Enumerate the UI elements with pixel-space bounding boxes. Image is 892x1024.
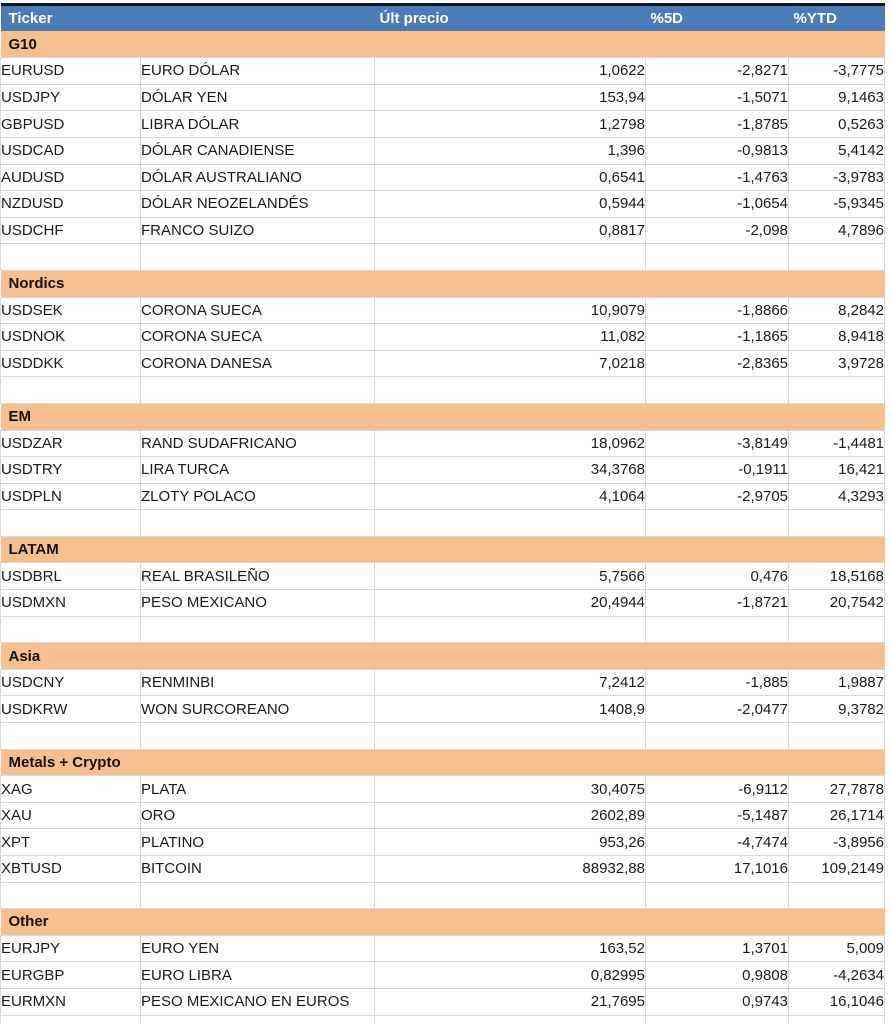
pct-5d-cell: -1,1865 [646, 324, 789, 351]
pct-5d-cell: -2,8365 [646, 350, 789, 377]
empty-cell [141, 377, 375, 404]
name-cell: WON SURCOREANO [141, 696, 375, 723]
pct-5d-cell: -2,9705 [646, 483, 789, 510]
spacer-row [1, 723, 885, 750]
empty-cell [789, 882, 885, 909]
name-cell: ZLOTY POLACO [141, 483, 375, 510]
section-label: Asia [1, 643, 885, 670]
empty-cell [141, 244, 375, 271]
section-label: Nordics [1, 270, 885, 297]
last-price-cell: 1,0622 [375, 58, 646, 85]
empty-cell [1, 882, 141, 909]
last-price-cell: 0,6541 [375, 164, 646, 191]
ticker-cell: XAU [1, 802, 141, 829]
section-row-asia [1, 643, 885, 670]
ticker-cell: USDKRW [1, 696, 141, 723]
last-price-cell: 20,4944 [375, 590, 646, 617]
empty-cell [375, 244, 646, 271]
section-row-em [1, 403, 885, 430]
name-cell: EURO LIBRA [141, 962, 375, 989]
empty-cell [646, 377, 789, 404]
ticker-cell: USDCAD [1, 137, 141, 164]
empty-cell [789, 616, 885, 643]
empty-cell [646, 882, 789, 909]
name-cell: REAL BRASILEÑO [141, 563, 375, 590]
name-cell: PESO MEXICANO [141, 590, 375, 617]
pct-ytd-cell: 0,5263 [789, 111, 885, 138]
empty-cell [646, 723, 789, 750]
ticker-cell: GBPUSD [1, 111, 141, 138]
pct-ytd-cell: 8,9418 [789, 324, 885, 351]
empty-cell [375, 882, 646, 909]
table-row [1, 829, 885, 856]
spacer-row [1, 882, 885, 909]
ticker-cell: XBTUSD [1, 856, 141, 883]
pct-5d-cell: 1,3701 [646, 935, 789, 962]
section-row-nordics [1, 270, 885, 297]
empty-cell [789, 723, 885, 750]
empty-cell [789, 1015, 885, 1024]
empty-cell [646, 1015, 789, 1024]
name-cell: PLATA [141, 776, 375, 803]
empty-cell [141, 510, 375, 537]
empty-cell [375, 1015, 646, 1024]
table-row [1, 457, 885, 484]
table-row [1, 669, 885, 696]
pct-ytd-cell: 5,009 [789, 935, 885, 962]
name-cell: DÓLAR AUSTRALIANO [141, 164, 375, 191]
table-row [1, 962, 885, 989]
pct-5d-cell: -1,5071 [646, 84, 789, 111]
pct-5d-cell: -5,1487 [646, 802, 789, 829]
ticker-cell: EURMXN [1, 988, 141, 1015]
empty-cell [646, 616, 789, 643]
last-price-cell: 10,9079 [375, 297, 646, 324]
table-body [1, 31, 885, 1024]
empty-cell [1, 244, 141, 271]
section-row-other [1, 909, 885, 936]
last-price-cell: 1408,9 [375, 696, 646, 723]
name-cell: BITCOIN [141, 856, 375, 883]
pct-ytd-cell: 18,5168 [789, 563, 885, 590]
name-cell: FRANCO SUIZO [141, 217, 375, 244]
ticker-cell: USDBRL [1, 563, 141, 590]
header-pct-5d: %5D [646, 5, 789, 32]
last-price-cell: 1,2798 [375, 111, 646, 138]
pct-5d-cell: -0,1911 [646, 457, 789, 484]
table-row [1, 217, 885, 244]
empty-cell [141, 616, 375, 643]
pct-ytd-cell: 8,2842 [789, 297, 885, 324]
table-row [1, 350, 885, 377]
header-last-price: Últ precio [375, 5, 646, 32]
ticker-cell: USDZAR [1, 430, 141, 457]
table-row [1, 137, 885, 164]
section-label: Metals + Crypto [1, 749, 885, 776]
empty-cell [646, 510, 789, 537]
section-label: LATAM [1, 536, 885, 563]
ticker-cell: EURJPY [1, 935, 141, 962]
header-pct-ytd: %YTD [789, 5, 885, 32]
name-cell: RENMINBI [141, 669, 375, 696]
pct-5d-cell: -4,7474 [646, 829, 789, 856]
pct-ytd-cell: -1,4481 [789, 430, 885, 457]
fx-price-table [0, 3, 885, 1024]
name-cell: LIBRA DÓLAR [141, 111, 375, 138]
last-price-cell: 11,082 [375, 324, 646, 351]
last-price-cell: 0,82995 [375, 962, 646, 989]
pct-ytd-cell: 4,3293 [789, 483, 885, 510]
ticker-cell: USDCHF [1, 217, 141, 244]
pct-ytd-cell: 5,4142 [789, 137, 885, 164]
ticker-cell: USDDKK [1, 350, 141, 377]
table-row [1, 988, 885, 1015]
pct-5d-cell: -3,8149 [646, 430, 789, 457]
name-cell: DÓLAR YEN [141, 84, 375, 111]
pct-5d-cell: -2,8271 [646, 58, 789, 85]
section-label: G10 [1, 31, 885, 58]
ticker-cell: USDCNY [1, 669, 141, 696]
table-row [1, 483, 885, 510]
empty-cell [789, 377, 885, 404]
ticker-cell: USDJPY [1, 84, 141, 111]
pct-ytd-cell: 20,7542 [789, 590, 885, 617]
empty-cell [141, 882, 375, 909]
pct-ytd-cell: 16,1046 [789, 988, 885, 1015]
name-cell: EURO DÓLAR [141, 58, 375, 85]
table-row [1, 776, 885, 803]
ticker-cell: USDMXN [1, 590, 141, 617]
pct-5d-cell: 0,476 [646, 563, 789, 590]
pct-5d-cell: -1,0654 [646, 191, 789, 218]
pct-ytd-cell: 27,7878 [789, 776, 885, 803]
name-cell: PESO MEXICANO EN EUROS [141, 988, 375, 1015]
table-header-row [1, 5, 885, 32]
pct-5d-cell: 0,9808 [646, 962, 789, 989]
empty-cell [1, 616, 141, 643]
spacer-row [1, 1015, 885, 1024]
table-row [1, 590, 885, 617]
pct-ytd-cell: -3,9783 [789, 164, 885, 191]
name-cell: DÓLAR CANADIENSE [141, 137, 375, 164]
table-row [1, 935, 885, 962]
ticker-cell: USDSEK [1, 297, 141, 324]
table-row [1, 324, 885, 351]
last-price-cell: 0,5944 [375, 191, 646, 218]
last-price-cell: 163,52 [375, 935, 646, 962]
pct-5d-cell: 0,9743 [646, 988, 789, 1015]
pct-5d-cell: -6,9112 [646, 776, 789, 803]
pct-5d-cell: -1,8721 [646, 590, 789, 617]
pct-ytd-cell: 1,9887 [789, 669, 885, 696]
pct-5d-cell: 17,1016 [646, 856, 789, 883]
empty-cell [789, 244, 885, 271]
table-row [1, 111, 885, 138]
pct-ytd-cell: 9,1463 [789, 84, 885, 111]
empty-cell [141, 1015, 375, 1024]
table-row [1, 802, 885, 829]
pct-ytd-cell: 109,2149 [789, 856, 885, 883]
ticker-cell: USDNOK [1, 324, 141, 351]
ticker-cell: XPT [1, 829, 141, 856]
last-price-cell: 2602,89 [375, 802, 646, 829]
name-cell: ORO [141, 802, 375, 829]
empty-cell [1, 510, 141, 537]
pct-5d-cell: -1,4763 [646, 164, 789, 191]
last-price-cell: 34,3768 [375, 457, 646, 484]
last-price-cell: 30,4075 [375, 776, 646, 803]
ticker-cell: AUDUSD [1, 164, 141, 191]
last-price-cell: 7,2412 [375, 669, 646, 696]
last-price-cell: 153,94 [375, 84, 646, 111]
last-price-cell: 7,0218 [375, 350, 646, 377]
table-row [1, 856, 885, 883]
table-row [1, 164, 885, 191]
empty-cell [375, 616, 646, 643]
last-price-cell: 0,8817 [375, 217, 646, 244]
pct-5d-cell: -2,098 [646, 217, 789, 244]
pct-ytd-cell: 26,1714 [789, 802, 885, 829]
last-price-cell: 1,396 [375, 137, 646, 164]
ticker-cell: XAG [1, 776, 141, 803]
section-row-g10 [1, 31, 885, 58]
pct-ytd-cell: -5,9345 [789, 191, 885, 218]
pct-ytd-cell: -4,2634 [789, 962, 885, 989]
empty-cell [646, 244, 789, 271]
pct-ytd-cell: 9,3782 [789, 696, 885, 723]
pct-ytd-cell: -3,7775 [789, 58, 885, 85]
spacer-row [1, 616, 885, 643]
pct-ytd-cell: 4,7896 [789, 217, 885, 244]
pct-5d-cell: -1,885 [646, 669, 789, 696]
name-cell: LIRA TURCA [141, 457, 375, 484]
ticker-cell: USDPLN [1, 483, 141, 510]
header-ticker: Ticker [1, 5, 141, 32]
name-cell: CORONA SUECA [141, 297, 375, 324]
pct-5d-cell: -1,8785 [646, 111, 789, 138]
pct-5d-cell: -1,8866 [646, 297, 789, 324]
empty-cell [375, 723, 646, 750]
name-cell: EURO YEN [141, 935, 375, 962]
table-row [1, 696, 885, 723]
table-row [1, 297, 885, 324]
table-row [1, 58, 885, 85]
section-label: EM [1, 403, 885, 430]
table-row [1, 430, 885, 457]
spacer-row [1, 377, 885, 404]
section-row-latam [1, 536, 885, 563]
name-cell: CORONA SUECA [141, 324, 375, 351]
name-cell: DÓLAR NEOZELANDÉS [141, 191, 375, 218]
name-cell: PLATINO [141, 829, 375, 856]
pct-5d-cell: -0,9813 [646, 137, 789, 164]
section-row-metals-crypto [1, 749, 885, 776]
last-price-cell: 21,7695 [375, 988, 646, 1015]
last-price-cell: 5,7566 [375, 563, 646, 590]
ticker-cell: EURGBP [1, 962, 141, 989]
spacer-row [1, 244, 885, 271]
empty-cell [141, 723, 375, 750]
empty-cell [1, 723, 141, 750]
pct-ytd-cell: -3,8956 [789, 829, 885, 856]
header-name [141, 5, 375, 32]
table-row [1, 84, 885, 111]
name-cell: CORONA DANESA [141, 350, 375, 377]
name-cell: RAND SUDAFRICANO [141, 430, 375, 457]
ticker-cell: USDTRY [1, 457, 141, 484]
pct-5d-cell: -2,0477 [646, 696, 789, 723]
pct-ytd-cell: 3,9728 [789, 350, 885, 377]
empty-cell [1, 1015, 141, 1024]
table-row [1, 191, 885, 218]
ticker-cell: NZDUSD [1, 191, 141, 218]
table-row [1, 563, 885, 590]
empty-cell [375, 510, 646, 537]
empty-cell [375, 377, 646, 404]
last-price-cell: 88932,88 [375, 856, 646, 883]
empty-cell [789, 510, 885, 537]
section-label: Other [1, 909, 885, 936]
empty-cell [1, 377, 141, 404]
pct-ytd-cell: 16,421 [789, 457, 885, 484]
last-price-cell: 953,26 [375, 829, 646, 856]
last-price-cell: 4,1064 [375, 483, 646, 510]
last-price-cell: 18,0962 [375, 430, 646, 457]
spacer-row [1, 510, 885, 537]
ticker-cell: EURUSD [1, 58, 141, 85]
